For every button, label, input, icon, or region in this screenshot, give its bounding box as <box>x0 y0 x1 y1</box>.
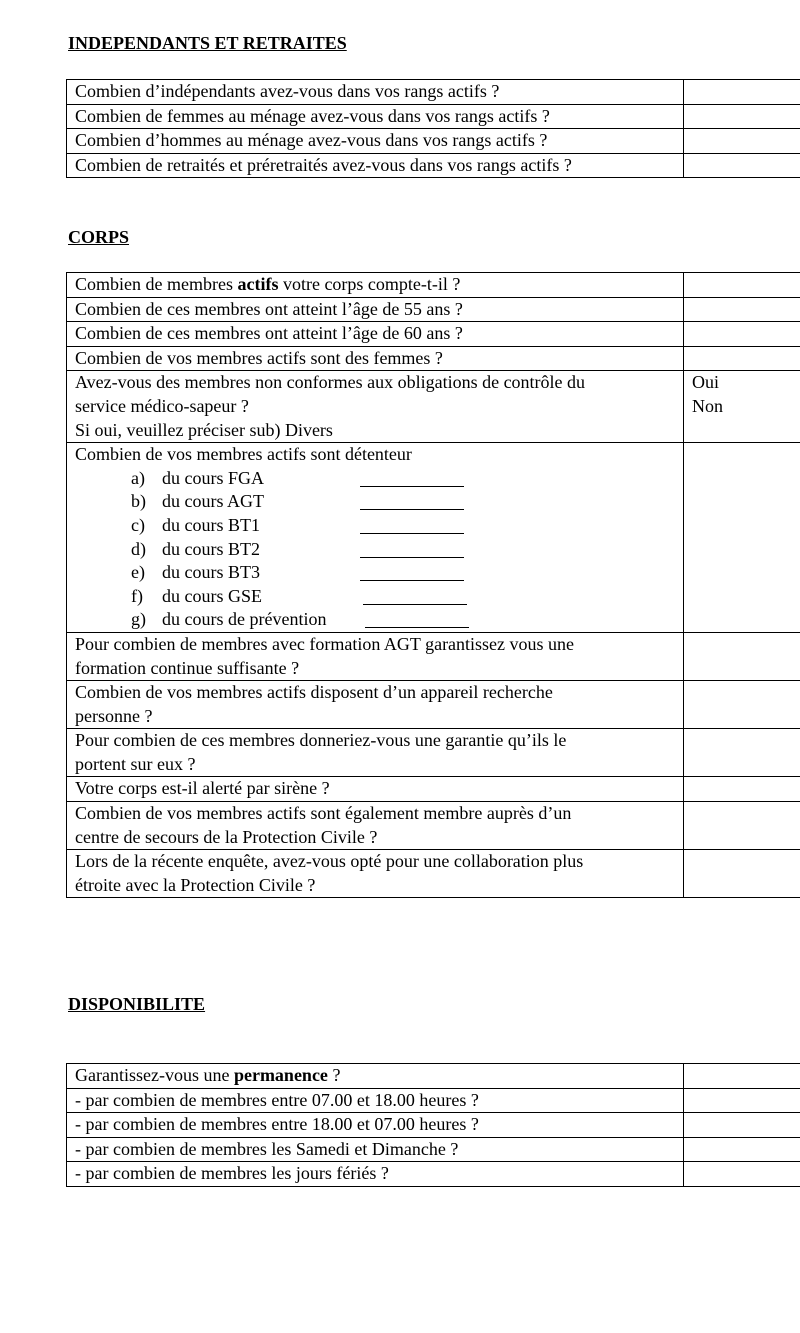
course-letter: a) <box>131 467 145 488</box>
question-line: centre de secours de la Protection Civile ? <box>75 826 378 847</box>
question-cell <box>67 443 684 633</box>
question-cell: Combien d’hommes au ménage avez-vous dans vos rangs actifs ? <box>67 129 684 154</box>
table-row <box>67 104 800 129</box>
answer-cell[interactable] <box>684 1162 800 1187</box>
course-item <box>75 608 675 632</box>
table-row <box>67 297 800 322</box>
section-heading-corps: CORPS <box>68 227 130 247</box>
answer-cell[interactable] <box>684 729 800 777</box>
table-row <box>67 1113 800 1138</box>
question-text: Combien de membres <box>75 274 238 294</box>
question-line: Pour combien de ces membres donneriez-vous une garantie qu’ils le <box>75 730 567 751</box>
section-heading-independants: INDEPENDANTS ET RETRAITES <box>68 33 347 53</box>
question-cell: - par combien de membres entre 18.00 et 07.00 heures ? <box>67 1113 684 1138</box>
table-row <box>67 777 800 802</box>
question-line: Avez-vous des membres non conformes aux obligations de contrôle du <box>75 372 586 393</box>
question-cell <box>67 273 684 298</box>
table-row <box>67 153 800 178</box>
question-cell <box>67 681 684 729</box>
question-cell: Combien de ces membres ont atteint l’âge de 60 ans ? <box>67 322 684 347</box>
question-cell <box>67 729 684 777</box>
fill-in-blank[interactable] <box>365 627 469 628</box>
course-item <box>75 490 675 514</box>
question-line: formation continue suffisante ? <box>75 657 300 678</box>
answer-cell[interactable] <box>684 777 800 802</box>
question-cell <box>67 850 684 898</box>
table-corps <box>66 272 800 898</box>
answer-cell[interactable] <box>684 104 800 129</box>
answer-cell[interactable] <box>684 443 800 633</box>
question-text: votre corps compte-t-il ? <box>278 274 461 294</box>
course-letter: e) <box>131 562 145 583</box>
table-row <box>67 850 800 898</box>
question-cell: - par combien de membres les jours fériés ? <box>67 1162 684 1187</box>
question-line: portent sur eux ? <box>75 753 196 774</box>
table-row <box>67 802 800 850</box>
table-row <box>67 1088 800 1113</box>
question-line: étroite avec la Protection Civile ? <box>75 874 316 895</box>
answer-cell[interactable] <box>684 632 800 680</box>
course-letter: f) <box>131 585 143 606</box>
answer-cell[interactable] <box>684 129 800 154</box>
course-item <box>75 514 675 538</box>
table-row <box>67 371 800 443</box>
table-row <box>67 443 800 633</box>
answer-cell[interactable] <box>684 802 800 850</box>
question-cell: Combien de vos membres actifs sont des femmes ? <box>67 346 684 371</box>
fill-in-blank[interactable] <box>363 604 467 605</box>
table-row <box>67 129 800 154</box>
question-line: Combien de vos membres actifs sont également membre auprès d’un <box>75 803 572 824</box>
question-cell <box>67 802 684 850</box>
fill-in-blank[interactable] <box>360 486 464 487</box>
course-label: du cours GSE <box>162 585 262 606</box>
answer-cell[interactable] <box>684 1113 800 1138</box>
table-row <box>67 1064 800 1089</box>
table-disponibilite <box>66 1063 800 1187</box>
section-heading-disponibilite: DISPONIBILITE <box>68 994 206 1014</box>
table-row <box>67 322 800 347</box>
answer-cell[interactable] <box>684 1088 800 1113</box>
question-cell <box>67 632 684 680</box>
answer-cell[interactable] <box>684 153 800 178</box>
question-cell: Combien de retraités et préretraités avez-vous dans vos rangs actifs ? <box>67 153 684 178</box>
fill-in-blank[interactable] <box>360 509 464 510</box>
answer-cell[interactable] <box>684 297 800 322</box>
table-row <box>67 729 800 777</box>
course-label: du cours AGT <box>162 491 264 512</box>
answer-cell[interactable] <box>684 322 800 347</box>
question-line: Combien de vos membres actifs sont détenteur <box>75 444 412 465</box>
question-line: service médico-sapeur ? <box>75 395 249 416</box>
answer-cell[interactable] <box>684 850 800 898</box>
table-row <box>67 632 800 680</box>
question-emphasis: actifs <box>237 274 279 294</box>
course-label: du cours FGA <box>162 467 264 488</box>
answer-cell <box>684 371 800 443</box>
answer-cell[interactable] <box>684 80 800 105</box>
course-letter: d) <box>131 538 146 559</box>
course-letter: c) <box>131 514 145 535</box>
question-line: Lors de la récente enquête, avez-vous opté pour une collaboration plus <box>75 851 584 872</box>
question-cell: Combien de femmes au ménage avez-vous dans vos rangs actifs ? <box>67 104 684 129</box>
answer-cell[interactable] <box>684 681 800 729</box>
question-cell: - par combien de membres les Samedi et Dimanche ? <box>67 1137 684 1162</box>
course-label: du cours BT2 <box>162 538 260 559</box>
answer-cell[interactable] <box>684 273 800 298</box>
question-emphasis: permanence <box>233 1065 328 1085</box>
table-row <box>67 273 800 298</box>
table-independants <box>66 79 800 178</box>
table-row <box>67 1137 800 1162</box>
course-item <box>75 538 675 562</box>
table-row <box>67 681 800 729</box>
question-cell: - par combien de membres entre 07.00 et 18.00 heures ? <box>67 1088 684 1113</box>
course-label: du cours de prévention <box>162 609 327 630</box>
table-row <box>67 80 800 105</box>
question-cell: Votre corps est-il alerté par sirène ? <box>67 777 684 802</box>
fill-in-blank[interactable] <box>360 557 464 558</box>
course-item <box>75 467 675 491</box>
question-text: Garantissez-vous une <box>75 1065 234 1085</box>
course-label: du cours BT1 <box>162 514 260 535</box>
question-cell: Combien de ces membres ont atteint l’âge de 55 ans ? <box>67 297 684 322</box>
table-row <box>67 1162 800 1187</box>
question-cell <box>67 371 684 443</box>
course-label: du cours BT3 <box>162 562 260 583</box>
course-letter: g) <box>131 609 146 630</box>
answer-cell[interactable] <box>684 1137 800 1162</box>
answer-cell[interactable] <box>684 1064 800 1089</box>
option-non[interactable]: Non <box>692 395 723 416</box>
course-item <box>75 561 675 585</box>
course-list <box>75 467 675 632</box>
course-letter: b) <box>131 491 146 512</box>
question-line: personne ? <box>75 705 153 726</box>
course-item <box>75 585 675 609</box>
question-text: ? <box>327 1065 341 1085</box>
fill-in-blank[interactable] <box>360 580 464 581</box>
question-line: Si oui, veuillez préciser sub) Divers <box>75 419 333 440</box>
fill-in-blank[interactable] <box>360 533 464 534</box>
question-cell <box>67 1064 684 1089</box>
question-line: Pour combien de membres avec formation AGT garantissez vous une <box>75 633 575 654</box>
question-cell: Combien d’indépendants avez-vous dans vos rangs actifs ? <box>67 80 684 105</box>
table-row <box>67 346 800 371</box>
answer-cell[interactable] <box>684 346 800 371</box>
option-oui[interactable]: Oui <box>692 372 719 393</box>
question-line: Combien de vos membres actifs disposent d’un appareil recherche <box>75 682 553 703</box>
